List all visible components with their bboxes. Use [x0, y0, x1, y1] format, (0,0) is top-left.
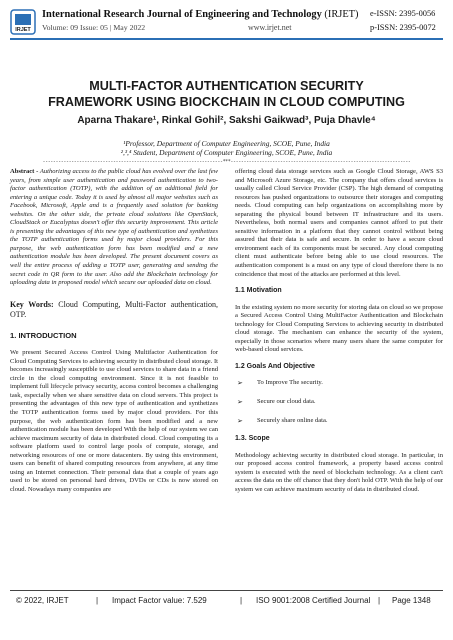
keywords-text: Cloud Computing, Multi-Factor authentication, OTP. [10, 299, 218, 319]
goal-text: Securely share online data. [257, 416, 328, 424]
introduction-paragraph: We present Secured Access Control Using Multifactor Authentication for Cloud Computing Services to achieving security in distributed cloud storage. It becomes increasingly susceptible to use cloud services to share data in a friend circle in the cloud computing environment. Since it is not feasible to implement full lifecycle privacy security, access control becomes a challenging task, especially when we share sensitive data on cloud servers. This project is presenting the advantages of this new type of authentication and synthetizes the TOTP authentication forms used by major cloud providers. For this purpose, the web authentication form has been modified and a new authentication module has been developed With the help of our system we can achieve maximum security of data in distributed cloud. Cloud computing its a software platform used to control large pools of compute, storage, and networking resources of one or more datacenters. By using this environment, users can benefit of shared computing resources from anywhere, at any time using an Internet connection. Their personal data that a couple of years ago used to be stored on personal hard drives, DVDs or CDs is now stored on cloud. Nowadays many companies are [10, 349, 218, 493]
goal-item [235, 417, 443, 426]
left-column [10, 168, 218, 503]
journal-name-text: International Research Journal of Engineering and Technology [42, 9, 322, 20]
journal-website: www.irjet.net [248, 23, 292, 32]
affiliation-2: ²,³,⁴ Student, Department of Computer Engineering, SCOE, Pune, India [120, 148, 333, 157]
footer-impact-factor: Impact Factor value: 7.529 [112, 596, 207, 605]
section-separator: ---------------------------------------------------------------------***--------------------------------------------------------------------- [42, 159, 411, 165]
header-rule [10, 38, 443, 40]
goals-heading: 1.2 Goals And Objective [235, 362, 315, 370]
irjet-logo-icon [10, 9, 36, 35]
p-issn: p-ISSN: 2395-0072 [370, 23, 436, 32]
goals-list [235, 379, 443, 425]
footer-page-number: Page 1348 [392, 596, 431, 605]
arrow-bullet-icon: ➢ [237, 398, 243, 407]
keywords-label: Key Words: [10, 299, 54, 309]
footer-copyright: © 2022, IRJET [16, 596, 69, 605]
paper-title [30, 78, 423, 110]
svg-text:IRJET: IRJET [15, 27, 31, 33]
author-list: Aparna Thakare¹, Rinkal Gohil², Sakshi Gaikwad³, Puja Dhavle⁴ [77, 115, 376, 126]
abstract [10, 168, 218, 288]
journal-name [42, 9, 358, 20]
introduction-paragraph-continued: offering cloud data storage services such as Google Cloud Storage, AWS S3 and Microsoft Azure Storage, etc. The company that offers cloud services is usually called Cloud Service Provider (CSP). The high demand of computing resources has pushed organizations to outsource their storages and computing needs. Cloud computing can help organizations on accomplishing more by separating the physical bound between IT infrastructure and its users. Nevertheless, both normal users and companies cannot afford to put their sensitive information in a platform that they cannot control without being assured that their data is safe and secure. In order to have a secure cloud environment each of its components must be secured. Any cloud computing client must authenticate before being able to use cloud resources. The authentication component is a must on any type of cloud therefore there is no coincidence that most of the attacks are performed at this level. [235, 168, 443, 278]
introduction-heading: 1. INTRODUCTION [10, 330, 77, 340]
arrow-bullet-icon: ➢ [237, 379, 243, 388]
goal-item [235, 379, 443, 388]
journal-header [10, 8, 443, 36]
keywords [10, 300, 218, 320]
right-column [235, 168, 443, 502]
footer-divider: | [378, 596, 381, 605]
goal-item [235, 398, 443, 407]
arrow-bullet-icon: ➢ [237, 416, 243, 425]
affiliation-1: ¹Professor, Department of Computer Engineering, SCOE, Pune, India [123, 139, 330, 148]
footer-iso: ISO 9001:2008 Certified Journal [256, 596, 371, 605]
scope-heading: 1.3. Scope [235, 435, 270, 443]
goal-text: Secure our cloud data. [257, 398, 316, 406]
footer-divider: | [96, 596, 99, 605]
footer-divider: | [240, 596, 243, 605]
footer-rule [10, 590, 443, 591]
abstract-label: Abstract - [10, 168, 39, 175]
title-line-1: MULTI-FACTOR AUTHENTICATION SECURITY [89, 79, 364, 93]
journal-abbr: (IRJET) [324, 9, 359, 20]
scope-paragraph: Methodology achieving security in distributed cloud storage. In particular, in our proposed access control framework, a property based access control system is executed with the need of blockchain technology. As a client can't access the data on the off chance that they don't hold OTP. With the help of our system we can achieve maximum security of data in distributed cloud. [235, 451, 443, 493]
abstract-text: Authorizing access to the public cloud has evolved over the last few years, from simple user authentication and password authentication to two-factor authentication (TOTP), with the addition of an additional field for entering a unique code. Today it is used by almost all major websites such as Facebook, Microsoft, Apple and is a frequently used solution for banking websites. On the other side, the private cloud solutions like OpenStack, CloudStack or Eucalyptus doesn't offer this security improvement. This article is presenting the advantages of this new type of authentication and synthetizes the TOTP authentication forms used by major cloud providers. For this purpose, the web authentication form has been modified and a new authentication module has been developed. The present document covers as well the entire process of adding a TOTP user, generating and sending the secret code in QR form to the user. Also add the Blockchain technology for uploading data in proposed model which secure our uploaded data on cloud. [10, 168, 218, 287]
e-issn: e-ISSN: 2395-0056 [370, 9, 436, 18]
goal-text: To Improve The security. [257, 379, 323, 387]
motivation-heading: 1.1 Motivation [235, 287, 282, 295]
title-line-2: FRAMEWORK USING BIOCKCHAIN IN CLOUD COMPUTING [48, 95, 405, 109]
motivation-paragraph: In the existing system no more security for storing data on cloud so we propose a Secured Access Control Using MultiFactor Authentication and Blockchain technology for Cloud Computing Services to achieving security in distributed cloud storage. The mechanism can enhance the security of the system, especially in those scenarios where many users share the same computer for web-based cloud services. [235, 303, 444, 354]
volume-issue: Volume: 09 Issue: 05 | May 2022 [42, 23, 146, 32]
